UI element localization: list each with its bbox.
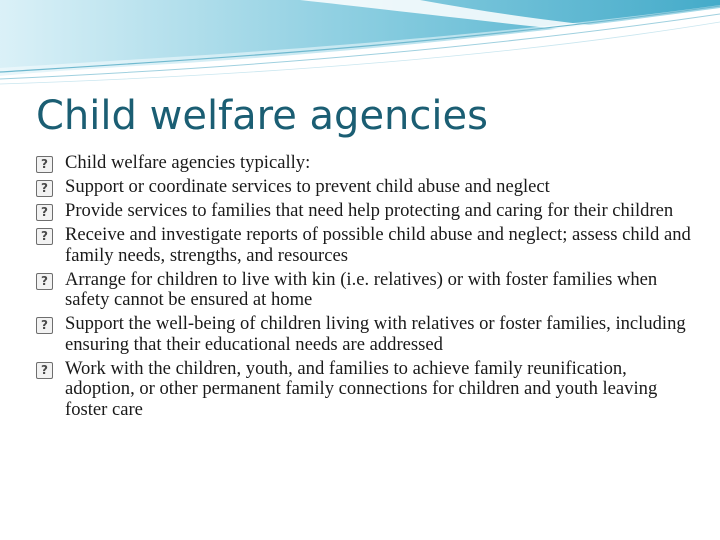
bullet-square-icon: ?	[36, 180, 53, 197]
bullet-text: Support or coordinate services to prevent child abuse and neglect	[65, 175, 550, 197]
bullet-square-icon: ?	[36, 362, 53, 379]
bullet-square-icon: ?	[36, 156, 53, 173]
list-item	[36, 359, 696, 421]
bullet-square-icon: ?	[36, 228, 53, 245]
bullet-text: Arrange for children to live with kin (i.e. relatives) or with foster families when safety cannot be ensured at home	[65, 268, 658, 311]
list-item	[36, 201, 696, 222]
list-item	[36, 225, 696, 266]
list-item	[36, 153, 696, 174]
bullet-text: Support the well-being of children living with relatives or foster families, including ensuring that their educational needs are addressed	[65, 313, 686, 355]
slide-title: Child welfare agencies	[36, 93, 488, 139]
bullet-text: Provide services to families that need help protecting and caring for their children	[65, 199, 674, 221]
bullet-square-icon: ?	[36, 317, 53, 334]
list-item	[36, 314, 696, 355]
bullet-square-icon: ?	[36, 204, 53, 221]
list-item	[36, 177, 696, 198]
list-item	[36, 270, 696, 311]
bullet-square-icon: ?	[36, 273, 53, 290]
bullet-list	[36, 153, 696, 424]
bullet-text: Receive and investigate reports of possible child abuse and neglect; assess child and family needs, strengths, and resources	[65, 223, 691, 266]
bullet-text: Work with the children, youth, and families to achieve family reunification, adoption, or other permanent family connections for children and youth leaving foster care	[65, 357, 658, 420]
header-wave-decoration	[0, 0, 720, 90]
bullet-text: Child welfare agencies typically:	[65, 152, 311, 173]
